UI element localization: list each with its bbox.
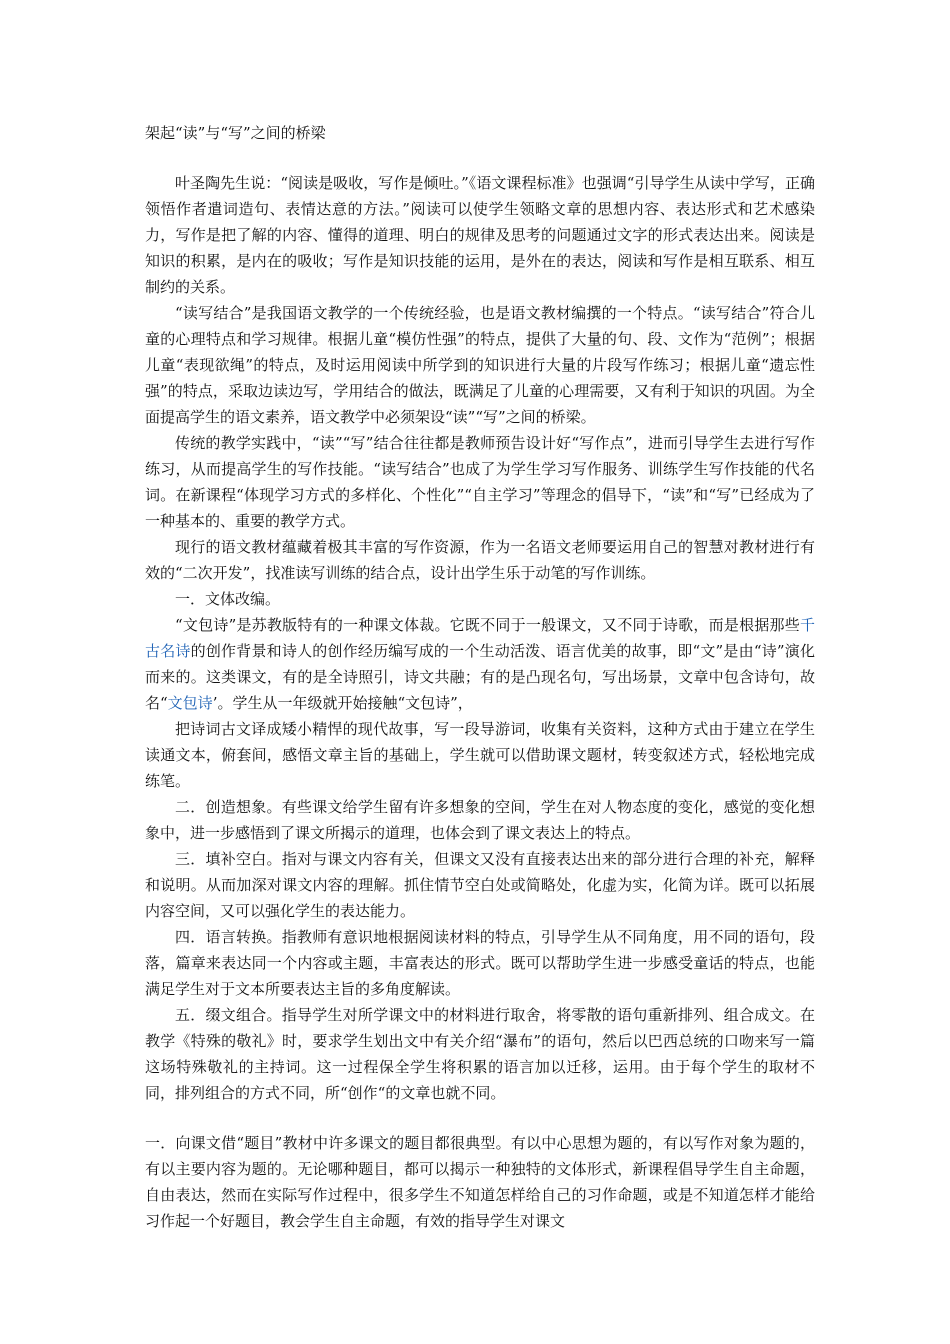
paragraph-borrow-titles: 一．向课文借“题目”教材中许多课文的题目都很典型。有以中心思想为题的，有以写作对象为题的，有以主要内容为题的。无论哪种题目，都可以揭示一种独特的文体形式，新课程倡导学生自主命题，自由表达，然而在实际写作过程中，很多学生不知道怎样给自己的习作命题，或是不知道怎样才能给习作起一个好题目，教会学生自主命题，有效的指导学生对课文 xyxy=(145,1134,815,1230)
paragraph-fill-gaps: 三．填补空白。指对与课文内容有关，但课文又没有直接表达出来的部分进行合理的补充，解释和说明。从而加深对课文内容的理解。抓住情节空白处或简略处，化虚为实，化简为详。既可以拓展内容空间，又可以强化学生的表达能力。 xyxy=(145,850,815,920)
paragraph-wenbaoshi xyxy=(145,612,815,716)
paragraph-language-conversion: 四．语言转换。指教师有意识地根据阅读材料的特点，引导学生从不同角度，用不同的语句，段落，篇章来表达同一个内容或主题，丰富表达的形式。既可以帮助学生进一步感受童话的特点，也能满足学生对于文本所要表达主旨的多角度解读。 xyxy=(145,928,815,998)
wenbaoshi-text-2: 的创作背景和诗人的创作经历编写成的一个生动活泼、语言优美的故事，即“文”是由“诗”演化而来的。这类课文，有的是全诗照引，诗文共融；有的是凸现名句，写出场景，文章中包含诗句，故名“ xyxy=(145,642,815,712)
paragraph-composition: 五．缀文组合。指导学生对所学课文中的材料进行取舍，将零散的语句重新排列、组合成文。在教学《特殊的敬礼》时，要求学生划出文中有关介绍“瀑布”的语句，然后以巴西总统的口吻来写一篇这场特殊敬礼的主持词。这一过程保全学生将积累的语言加以迁移，运用。由于每个学生的取材不同，排列组合的方式不同，所“创作“的文章也就不同。 xyxy=(145,1006,815,1102)
document-title: 架起“读”与“写”之间的桥梁 xyxy=(145,124,326,142)
wenbaoshi-text-3: ’。学生从一年级就开始接触“文包诗”， xyxy=(212,694,473,712)
section-heading-genre-adaptation: 一．文体改编。 xyxy=(175,590,281,608)
paragraph-intro: 叶圣陶先生说：“阅读是吸收，写作是倾吐。”《语文课程标准》也强调“引导学生从读中学写，正确领悟作者遣词造句、表情达意的方法。”阅读可以使学生领略文章的思想内容、表达形式和艺术感染力，写作是把了解的内容、懂得的道理、明白的规律及思考的问题通过文字的形式表达出来。阅读是知识的积累，是内在的吸收；写作是知识技能的运用，是外在的表达，阅读和写作是相互联系、相互制约的关系。 xyxy=(145,174,815,296)
paragraph-reading-writing: “读写结合”是我国语文教学的一个传统经验，也是语文教材编撰的一个特点。“读写结合”符合儿童的心理特点和学习规律。根据儿童“模仿性强”的特点，提供了大量的句、段、文作为“范例”；根据儿童“表现欲绳”的特点，及时运用阅读中所学到的知识进行大量的片段写作练习；根据儿童“遗忘性强”的特点，采取边读边写，学用结合的做法，既满足了儿童的心理需要，又有利于知识的巩固。为全面提高学生的语文素养，语文教学中必须架设“读”“写”之间的桥梁。 xyxy=(145,304,815,426)
link-qiangu-mingshi[interactable]: 千古名诗 xyxy=(145,616,815,660)
wenbaoshi-text-1: “文包诗”是苏教版特有的一种课文体裁。它既不同于一般课文，又不同于诗歌，而是根据那些 xyxy=(175,616,800,634)
paragraph-traditional-practice: 传统的教学实践中，“读”“写”结合往往都是教师预告设计好“写作点”，进而引导学生去进行写作练习，从而提高学生的写作技能。“读写结合”也成了为学生学习写作服务、训练学生写作技能的代名词。在新课程“体现学习方式的多样化、个性化”“自主学习”等理念的倡导下，“读”和“写”已经成为了一种基本的、重要的教学方式。 xyxy=(145,434,815,530)
document-page xyxy=(145,120,815,1234)
paragraph-imagination: 二．创造想象。有些课文给学生留有许多想象的空间，学生在对人物态度的变化，感觉的变化想象中，进一步感悟到了课文所揭示的道理，也体会到了课文表达上的特点。 xyxy=(145,798,815,842)
link-wenbaoshi[interactable]: 文包诗 xyxy=(167,694,213,712)
section-spacer xyxy=(145,1106,815,1130)
paragraph-translation: 把诗词古文译成矮小精悍的现代故事，写一段导游词，收集有关资料，这种方式由于建立在学生读通文本，俯套间，感悟文章主旨的基础上，学生就可以借助课文题材，转变叙述方式，轻松地完成练笔。 xyxy=(145,720,815,790)
paragraph-textbook-resources: 现行的语文教材蕴藏着极其丰富的写作资源，作为一名语文老师要运用自己的智慧对教材进行有效的“二次开发”，找准读写训练的结合点，设计出学生乐于动笔的写作训练。 xyxy=(145,538,815,582)
